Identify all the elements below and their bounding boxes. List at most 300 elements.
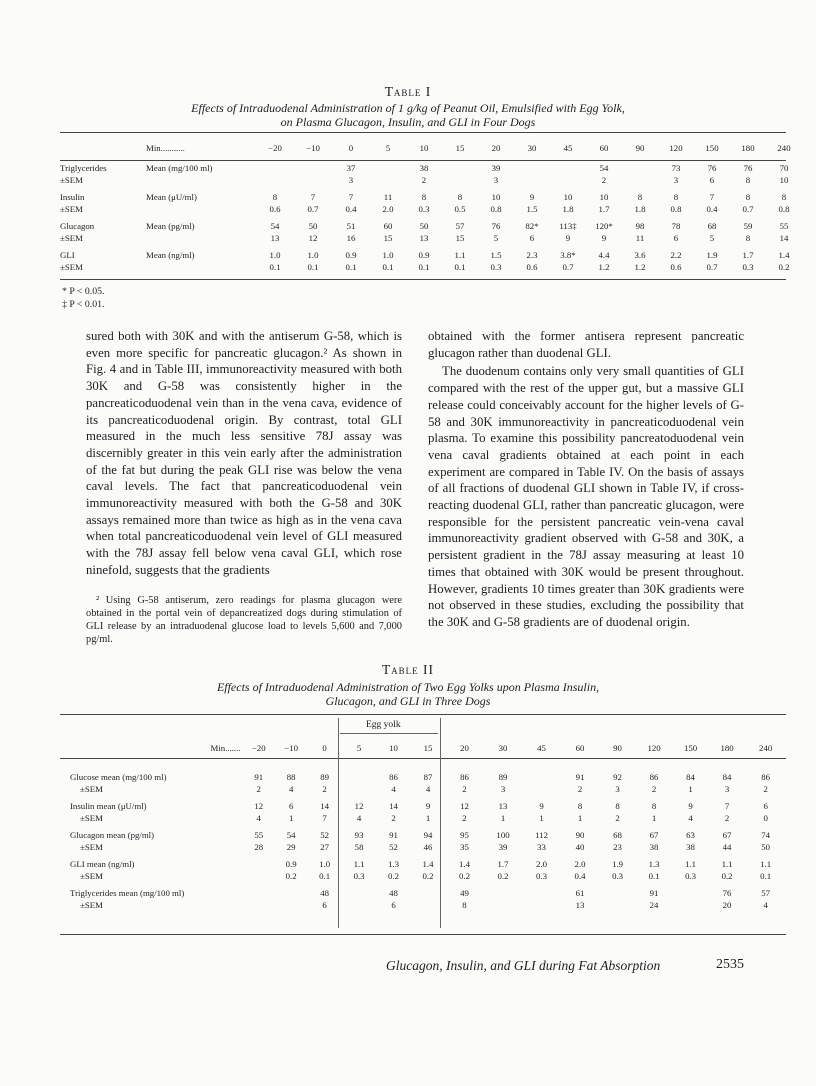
table1-time-header: 15 <box>455 143 465 153</box>
table2-cell: 6 <box>391 900 396 910</box>
table2-cell: 67 <box>649 830 659 840</box>
table1-cell: 5 <box>709 233 715 243</box>
table2-caption-line2: Glucagon, and GLI in Three Dogs <box>325 694 491 708</box>
table1-cell: 0.1 <box>307 262 319 272</box>
table2-cell: 4 <box>688 813 693 823</box>
table2-row <box>60 841 786 853</box>
table1-cell: 76 <box>491 221 501 231</box>
table2-cell: 9 <box>539 801 544 811</box>
table2-cell: 4 <box>256 813 261 823</box>
table1-header-blank <box>60 142 146 154</box>
table1-cell: 57 <box>455 221 465 231</box>
table1-cell: 10 <box>563 192 573 202</box>
table1-cell: 3.8* <box>560 250 576 260</box>
table2-cell: 33 <box>537 842 546 852</box>
table1-cell: 1.5 <box>526 204 538 214</box>
table2-time-header: 20 <box>460 743 469 753</box>
table2-cell <box>522 771 561 783</box>
running-footer-title: Glucagon, Insulin, and GLI during Fat Absorption <box>386 958 661 973</box>
table1-cell: 0.6 <box>670 262 682 272</box>
table1-cell: 8 <box>457 192 463 202</box>
table2-cell: 1.0 <box>319 859 331 869</box>
table1-note-p01: ‡ P < 0.01. <box>62 299 105 310</box>
table1-row <box>60 232 802 244</box>
table1-time-header: 10 <box>419 143 429 153</box>
table1-cell <box>442 162 478 174</box>
table1-cell: 0.3 <box>418 204 430 214</box>
table1-cell: 0.7 <box>562 262 574 272</box>
table2-cell: 14 <box>389 801 398 811</box>
table2-cell: 63 <box>686 830 695 840</box>
table1-time-header: 120 <box>669 143 683 153</box>
table1-cell: 0.9 <box>418 250 430 260</box>
table1-cell: 98 <box>635 221 645 231</box>
table2-cell: 1.7 <box>497 859 509 869</box>
table2-time-header: 0 <box>322 743 327 753</box>
table2-cell: 4 <box>356 813 362 823</box>
table1-cell: 0.1 <box>345 262 357 272</box>
table1-cell: 51 <box>346 221 356 231</box>
table1-cell: 1.9 <box>706 250 718 260</box>
table2-cell: 7 <box>724 801 730 811</box>
table2-cell <box>411 882 445 899</box>
table2-cell <box>599 899 636 911</box>
table2-cell: 4 <box>391 784 396 794</box>
table2-cell: 7 <box>322 813 327 823</box>
table1-row <box>60 186 802 203</box>
table1-row-measure <box>146 174 256 186</box>
table2-cell: 0.2 <box>497 871 509 881</box>
table2-cell: 2 <box>763 784 768 794</box>
table2-cell <box>522 882 561 899</box>
table2-time-header: 150 <box>683 743 698 753</box>
table1-cell: 70 <box>779 163 789 173</box>
table2-cell <box>484 882 523 899</box>
left-paragraph: sured both with 30K and with the antiserum G-58, which is even more specific for pancreatic glucagon.² As shown in Fig. 4 and in Table III, immunoreactivity measured with both 30K and G-58 was consistently higher in the pancreaticoduodenal vein than in the vena cava, evidence of its pancreaticoduodenal origin. By contrast, total GLI measured in the much less sensitive 78J assay was discernibly greater in this vein early after the administration of the fat but during the peak GLI rise was below the vena caval levels. The fact that pancreaticoduodenal vein immunoreactivity measured with both the G-58 and 30K assays remained more than twice as high as in the vena cava when total pancreaticoduodenal vein level of GLI measured with the 78J assay fell below vena caval GLI, which rose ninefold, suggests that the gradients <box>86 329 402 577</box>
table1-cell: 2 <box>601 175 607 185</box>
table2-cell: 13 <box>498 801 508 811</box>
table2-cell: 54 <box>286 830 296 840</box>
table2-cell: 28 <box>254 842 264 852</box>
table1-row-measure: Mean (mg/100 ml) <box>146 163 213 173</box>
table1-time-header: 45 <box>563 143 573 153</box>
table1-cell: 50 <box>419 221 429 231</box>
table1-time-header: 30 <box>527 143 537 153</box>
table1-caption-line2: on Plasma Glucagon, Insulin, and GLI in Four Dogs <box>280 115 536 129</box>
table2-cell: 29 <box>286 842 296 852</box>
table1-row-measure <box>146 232 256 244</box>
table1-row-measure: Mean (μU/ml) <box>146 192 197 202</box>
table2-cell: 84 <box>722 772 732 782</box>
table2-cell: 91 <box>649 888 659 898</box>
table1-cell: 0.2 <box>778 262 790 272</box>
table2-cell: 1.3 <box>388 859 400 869</box>
table2-cell: 95 <box>460 830 469 840</box>
table1-cell: 38 <box>419 163 429 173</box>
table2-cell: 39 <box>498 842 508 852</box>
table1-caption-line1: Effects of Intraduodenal Administration of 1 g/kg of Peanut Oil, Emulsified with Egg Yolk, <box>191 101 625 115</box>
table2-bottom-rule <box>60 934 786 935</box>
table1-row-label: ±SEM <box>60 233 83 243</box>
table1-cell: 0.4 <box>706 204 718 214</box>
table2-cell: 52 <box>389 842 398 852</box>
table1-cell: 14 <box>779 233 789 243</box>
table2-cell: 4 <box>763 900 768 910</box>
table2-cell: 38 <box>686 842 695 852</box>
table1-cell: 7 <box>709 192 715 202</box>
left-column <box>86 328 402 579</box>
table1-row <box>60 215 802 232</box>
table1-cell: 2.0 <box>382 204 394 214</box>
table1-cell: 15 <box>455 233 465 243</box>
table1-row <box>60 162 802 174</box>
table2-cell <box>342 899 376 911</box>
table1-cell: 68 <box>707 221 717 231</box>
table1-cell: 59 <box>743 221 753 231</box>
table2-cell: 0.3 <box>685 871 697 881</box>
table1-cell: 1.2 <box>634 262 646 272</box>
table1-cell: 8 <box>781 192 787 202</box>
table2-cell <box>522 899 561 911</box>
table2-cell: 2.0 <box>536 859 548 869</box>
table1-cell: 11 <box>635 233 645 243</box>
table2-cell: 14 <box>320 801 329 811</box>
table2-cell: 0.2 <box>285 871 297 881</box>
table1-cell: 15 <box>383 233 393 243</box>
table2-cell: 92 <box>613 772 622 782</box>
table2-spacer <box>60 754 786 771</box>
table1-cell: 3.6 <box>634 250 646 260</box>
table1-cell: 1.0 <box>307 250 319 260</box>
table2-row-label: Triglycerides mean (mg/100 ml) <box>70 888 185 898</box>
table2-cell: 48 <box>320 888 329 898</box>
table1-cell: 10 <box>599 192 609 202</box>
table2-cell: 86 <box>761 772 771 782</box>
table2-cell: 2 <box>724 813 730 823</box>
table1-cell <box>550 174 586 186</box>
table2-cell: 4 <box>425 784 431 794</box>
table1-cell: 1.7 <box>598 204 610 214</box>
table2-cell: 2 <box>322 784 327 794</box>
table2-cell <box>243 882 275 899</box>
table1-cell: 1.1 <box>454 250 466 260</box>
table2-cell: 57 <box>761 888 771 898</box>
table1-spacer <box>60 154 802 162</box>
table1-cell: 8 <box>673 192 679 202</box>
table1-min-label: Min........... <box>146 143 185 153</box>
table1-cell: 3 <box>673 175 679 185</box>
table2-cell <box>672 882 709 899</box>
table2-cell: 4 <box>288 784 294 794</box>
table1-cell: 0.8 <box>490 204 502 214</box>
table2-row <box>60 795 786 812</box>
table1-cell: 1.8 <box>562 204 574 214</box>
table1-cell: 120* <box>595 221 613 231</box>
table2-cell: 1.1 <box>721 859 733 869</box>
table2-cell: 9 <box>425 801 431 811</box>
table1-cell <box>294 174 332 186</box>
table1-cell: 78 <box>671 221 681 231</box>
table1-cell: 0.7 <box>307 204 319 214</box>
table2-cell: 13 <box>575 900 585 910</box>
table1-row <box>60 244 802 261</box>
table2-time-header: 5 <box>356 743 362 753</box>
table2-cell: 0 <box>763 813 768 823</box>
table1-row-measure <box>146 261 256 273</box>
table2-cell: 6 <box>763 801 768 811</box>
table1-bottom-rule <box>60 279 786 280</box>
table2-cell: 12 <box>460 801 469 811</box>
table1-cell: 4.4 <box>598 250 610 260</box>
table2-cell: 86 <box>649 772 659 782</box>
table2-time-header: 90 <box>613 743 622 753</box>
table2-cell: 1 <box>425 813 431 823</box>
table1-cell <box>622 162 658 174</box>
table1-row-measure: Mean (ng/ml) <box>146 250 195 260</box>
table2-time-header: 45 <box>537 743 546 753</box>
table2-row <box>60 812 786 824</box>
table1-cell: 73 <box>671 163 681 173</box>
table1-cell: 0.1 <box>269 262 281 272</box>
table1-cell <box>514 174 550 186</box>
table2-cell: 8 <box>462 900 467 910</box>
table1-header-row <box>60 142 802 154</box>
table1-time-header: 0 <box>348 143 354 153</box>
table1-cell: 6 <box>709 175 715 185</box>
table2-cell: 1.1 <box>685 859 697 869</box>
table1-cell: 0.4 <box>345 204 357 214</box>
table1-row-label: Glucagon <box>60 221 95 231</box>
table1-cell: 0.6 <box>269 204 281 214</box>
table2-cell: 8 <box>651 801 657 811</box>
table2-cell: 74 <box>761 830 771 840</box>
table2-cell: 0.2 <box>721 871 733 881</box>
table2-row-label: Glucose mean (mg/100 ml) <box>70 772 167 782</box>
table2-cell: 1.4 <box>422 859 434 869</box>
footnote: ² Using G-58 antiserum, zero readings for plasma glucagon were obtained in the portal vein of depancreatized dogs during stimulation of GLI release by an intraduodenal glucose load to levels 5,600 and 7,000 pg/ml. <box>86 595 402 645</box>
table1-cell: 3 <box>348 175 354 185</box>
table2-cell: 76 <box>722 888 732 898</box>
table1-cell <box>294 162 332 174</box>
table1-row-measure <box>146 203 256 215</box>
right-paragraph-1: obtained with the former antisera represent pancreatic glucagon rather than duodenal GLI. <box>428 329 744 360</box>
table2-cell: 0.1 <box>760 871 772 881</box>
table1-cell: 1.2 <box>598 262 610 272</box>
table2-cell: 2 <box>462 813 467 823</box>
table1-cell: 0.7 <box>742 204 754 214</box>
table2-cell <box>275 899 307 911</box>
table1-row <box>60 261 802 273</box>
table2-top-rule <box>60 714 786 715</box>
table1-cell: 13 <box>270 233 280 243</box>
table1-cell: 7 <box>310 192 316 202</box>
table1-cell: 113‡ <box>559 221 577 231</box>
table2-time-header: 120 <box>647 743 661 753</box>
table2-row-label: ±SEM <box>80 900 103 910</box>
table1-time-header: 150 <box>705 143 719 153</box>
table2-cell: 0.2 <box>388 871 400 881</box>
table1-cell: 2.3 <box>526 250 538 260</box>
table2-row-label: ±SEM <box>80 871 103 881</box>
table1-cell: 13 <box>419 233 429 243</box>
table2-cell <box>243 870 275 882</box>
table2-cell: 0.3 <box>536 871 548 881</box>
table2-cell: 86 <box>460 772 469 782</box>
table2-cell: 3 <box>615 784 620 794</box>
table2-cell: 91 <box>575 772 585 782</box>
table1-cell <box>514 162 550 174</box>
table2-row <box>60 783 786 795</box>
table1-cell <box>256 174 294 186</box>
table1-row-measure: Mean (pg/ml) <box>146 221 195 231</box>
table2-cell: 1 <box>651 813 657 823</box>
table2-cell: 0.3 <box>612 871 624 881</box>
table2-row <box>60 824 786 841</box>
table1-cell: 16 <box>346 233 356 243</box>
table1-cell: 0.8 <box>670 204 682 214</box>
table2-cell: 84 <box>686 772 695 782</box>
table1-cell: 5 <box>493 233 499 243</box>
table2-cell <box>275 882 307 899</box>
table2-title: Table II <box>381 662 435 677</box>
table1-row <box>60 203 802 215</box>
table2-cell: 1 <box>500 813 506 823</box>
table1-cell <box>370 174 406 186</box>
table1-cell: 37 <box>346 163 356 173</box>
table1-cell: 2.2 <box>670 250 682 260</box>
table1-cell: 10 <box>779 175 789 185</box>
table2-cell: 0.2 <box>459 871 470 881</box>
table1-time-header: 20 <box>491 143 501 153</box>
table1-cell: 1.7 <box>742 250 754 260</box>
table1-cell <box>622 174 658 186</box>
table1-cell: 8 <box>637 192 643 202</box>
table2-cell: 8 <box>615 801 620 811</box>
table1-cell: 8 <box>745 175 751 185</box>
right-column <box>428 328 744 631</box>
table2-time-header: 15 <box>423 743 433 753</box>
table1-cell: 0.1 <box>382 262 394 272</box>
table2-time-header: 10 <box>389 743 398 753</box>
table1 <box>60 142 802 273</box>
table2-cell: 0.4 <box>574 871 586 881</box>
table2-cell: 2 <box>615 813 620 823</box>
table2-cell: 52 <box>320 830 329 840</box>
table2-cell: 90 <box>575 830 585 840</box>
table1-cell <box>442 174 478 186</box>
table2-cell: 2 <box>651 784 657 794</box>
table2-cell: 44 <box>722 842 732 852</box>
table2-cell <box>411 899 445 911</box>
table1-cell <box>370 162 406 174</box>
table2-cell: 55 <box>254 830 264 840</box>
table1-time-header: 90 <box>635 143 645 153</box>
table2-min-label: Min....... <box>210 743 241 753</box>
table2-cell: 1.4 <box>459 859 470 869</box>
table1-cell: 0.1 <box>418 262 430 272</box>
table1-cell: 76 <box>707 163 717 173</box>
table1-cell: 1.4 <box>778 250 790 260</box>
table2-row <box>60 853 786 870</box>
table2-cell <box>342 882 376 899</box>
table1-row <box>60 174 802 186</box>
table2-cell: 20 <box>722 900 732 910</box>
table2-cell: 88 <box>286 772 296 782</box>
table1-cell: 76 <box>743 163 753 173</box>
table1-time-header: −10 <box>306 143 320 153</box>
table2-cell <box>342 771 376 783</box>
table2-cell: 2 <box>577 784 583 794</box>
table2-cell: 6 <box>288 801 294 811</box>
table1-cell: 0.8 <box>778 204 790 214</box>
table2-cell <box>522 783 561 795</box>
table2-cell: 46 <box>423 842 433 852</box>
table2-cell: 91 <box>389 830 398 840</box>
table1-row-label: Triglycerides <box>60 163 107 173</box>
table1-row-label: Insulin <box>60 192 85 202</box>
table2-cell <box>243 853 275 870</box>
table1-cell <box>550 162 586 174</box>
table2-cell: 12 <box>254 801 264 811</box>
table1-cell: 8 <box>421 192 427 202</box>
table2-cell <box>243 899 275 911</box>
table1-top-rule <box>60 132 786 133</box>
table2-cell: 93 <box>354 830 364 840</box>
table1-cell: 0.3 <box>490 262 502 272</box>
table1-cell: 2 <box>421 175 427 185</box>
table2-cell: 2.0 <box>574 859 586 869</box>
table2-cell: 27 <box>320 842 329 852</box>
table2-time-header: 60 <box>575 743 585 753</box>
table2-cell: 49 <box>460 888 469 898</box>
table1-cell: 6 <box>673 233 679 243</box>
table2-cell: 1.9 <box>612 859 624 869</box>
table1-cell: 0.5 <box>454 204 466 214</box>
table2-row <box>60 899 786 911</box>
table2-cell: 23 <box>613 842 622 852</box>
table1-cell: 0.1 <box>454 262 466 272</box>
table2-row-label: ±SEM <box>80 784 103 794</box>
table1-cell: 8 <box>745 192 751 202</box>
table2-cell <box>484 899 523 911</box>
table2-cell: 91 <box>254 772 264 782</box>
table1-cell: 60 <box>383 221 393 231</box>
table1-time-header: 240 <box>777 143 791 153</box>
table2-cell: 1 <box>288 813 294 823</box>
table2-cell: 94 <box>423 830 433 840</box>
table2-caption-line1: Effects of Intraduodenal Administration of Two Egg Yolks upon Plasma Insulin, <box>216 680 600 694</box>
table2-cell: 1 <box>539 813 544 823</box>
table2-time-header: 30 <box>498 743 508 753</box>
table2-cell: 12 <box>354 801 364 811</box>
table1-cell: 55 <box>779 221 789 231</box>
table2-cell: 38 <box>649 842 659 852</box>
table2-group-label: Egg yolk <box>366 720 401 730</box>
table1-cell: 12 <box>308 233 318 243</box>
table2-cell: 89 <box>498 772 508 782</box>
table2-cell: 100 <box>496 830 510 840</box>
table2-row-label: ±SEM <box>80 842 103 852</box>
table1-cell: 39 <box>491 163 501 173</box>
table2-cell: 0.2 <box>422 871 434 881</box>
table1-cell: 8 <box>272 192 278 202</box>
table2-cell <box>342 783 376 795</box>
table1-cell: 50 <box>308 221 318 231</box>
table2-cell: 0.1 <box>648 871 660 881</box>
table1-notes <box>62 285 104 311</box>
table2-cell: 50 <box>761 842 771 852</box>
table1-cell: 8 <box>745 233 751 243</box>
